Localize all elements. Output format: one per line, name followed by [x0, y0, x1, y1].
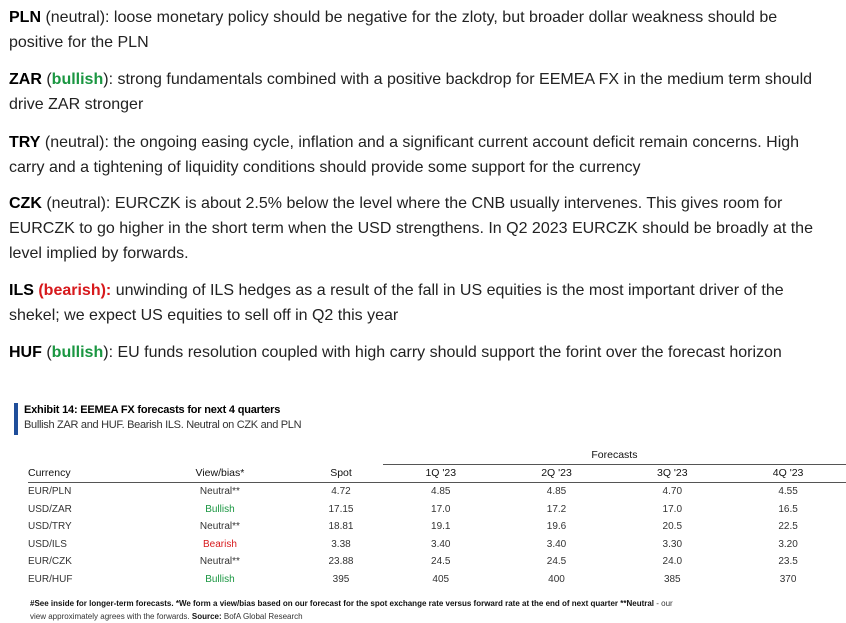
view-cell: Bullish — [205, 573, 235, 585]
q2-cell: 400 — [548, 573, 565, 585]
q3-cell: 3.30 — [662, 538, 683, 550]
q2-cell: 4.85 — [546, 486, 567, 498]
view-cell: Neutral** — [199, 486, 240, 498]
q4-cell: 370 — [779, 573, 797, 585]
q3-cell: 4.70 — [662, 486, 683, 498]
currency-code: ILS — [9, 282, 34, 299]
exhibit-footnote — [30, 597, 690, 623]
q1-cell: 17.0 — [431, 503, 451, 515]
paragraph-pln — [9, 5, 829, 55]
footnote-bold: #See inside for longer-term forecasts. *We form a view/bias based on our forecast for the spot exchange rate versus forward rate at the end of next quarter **Neutral — [30, 599, 655, 608]
paragraph-text: EURCZK is about 2.5% below the level where the CNB usually intervenes. This gives room for EURCZK to go higher in the short term when the USD strengthens. In Q2 2023 EURCZK should be broadly at the level implied by forwards. — [9, 195, 813, 262]
q2-cell: 24.5 — [546, 556, 567, 568]
pair-cell: USD/ILS — [28, 538, 67, 550]
pair-cell: USD/TRY — [28, 521, 72, 533]
paragraph-text: strong fundamentals combined with a positive backdrop for EEMEA FX in the medium term should drive ZAR stronger — [9, 71, 813, 113]
paragraph-ils — [9, 278, 829, 328]
q4-cell: 22.5 — [778, 521, 798, 533]
q1-cell: 405 — [432, 573, 450, 585]
col-header: 4Q '23 — [730, 464, 846, 483]
source-text: BofA Global Research — [221, 612, 303, 621]
paren-close: ): — [100, 195, 111, 212]
paren-open: ( — [41, 344, 52, 361]
q1-cell: 19.1 — [431, 521, 451, 533]
q4-cell: 16.5 — [778, 503, 798, 515]
q2-cell: 19.6 — [546, 521, 567, 533]
spot-cell: 23.88 — [328, 556, 354, 568]
q4-cell: 4.55 — [778, 486, 798, 498]
pair-cell: EUR/CZK — [28, 556, 72, 568]
paragraph-text: the ongoing easing cycle, inflation and a significant current account deficit remain concerns. High carry and a tightening of liquidity conditions should provide some support for the currency — [9, 134, 800, 176]
view-cell: Bearish — [202, 538, 237, 550]
q3-cell: 20.5 — [662, 521, 683, 533]
paren-open: ( — [33, 282, 44, 299]
pair-cell: EUR/PLN — [28, 486, 72, 498]
forecast-table — [28, 446, 846, 588]
col-header: Spot — [299, 464, 383, 483]
q4-cell: 23.5 — [778, 556, 798, 568]
col-header: 3Q '23 — [614, 464, 730, 483]
currency-code: ZAR — [9, 71, 42, 88]
exhibit-subtitle: Bullish ZAR and HUF. Bearish ILS. Neutral on CZK and PLN — [24, 419, 302, 431]
currency-code: HUF — [9, 344, 42, 361]
accent-bar — [14, 403, 18, 435]
table-row — [28, 571, 846, 589]
paren-close: ): — [100, 282, 112, 299]
paren-close: ): — [99, 9, 110, 26]
col-header: View/bias* — [141, 464, 299, 483]
paragraph-text: EU funds resolution coupled with high carry should support the forint over the forecast horizon — [113, 344, 782, 361]
paragraph-text: unwinding of ILS hedges as a result of the fall in US equities is the most important driver of the shekel; we expect US equities to sell off in Q2 this year — [9, 282, 784, 324]
col-header: 2Q '23 — [499, 464, 615, 483]
q2-cell: 17.2 — [546, 503, 567, 515]
paren-close: ): — [99, 134, 109, 151]
paren-open: ( — [40, 134, 51, 151]
q1-cell: 4.85 — [431, 486, 451, 498]
view-cell: Neutral** — [199, 556, 240, 568]
view-cell: Neutral** — [199, 521, 240, 533]
q3-cell: 24.0 — [662, 556, 683, 568]
currency-code: CZK — [9, 195, 42, 212]
pair-cell: EUR/HUF — [28, 573, 73, 585]
source-label: Source: — [191, 612, 222, 621]
paren-close: ): — [103, 71, 114, 88]
currency-code: TRY — [9, 134, 41, 151]
paragraph-try — [9, 130, 829, 180]
q1-cell: 3.40 — [431, 538, 451, 550]
paragraph-czk — [9, 191, 829, 266]
spot-cell: 4.72 — [331, 486, 351, 498]
q3-cell: 17.0 — [662, 503, 683, 515]
view-cell: Bullish — [205, 503, 235, 515]
table-row — [28, 553, 846, 571]
view-label: neutral — [51, 195, 101, 212]
col-header: 1Q '23 — [383, 464, 499, 483]
view-label: neutral — [50, 9, 100, 26]
exhibit-title: Exhibit 14: EEMEA FX forecasts for next 4 quarters — [24, 404, 281, 416]
table-row — [28, 536, 846, 554]
table-row — [28, 483, 846, 501]
spot-cell: 18.81 — [328, 521, 354, 533]
forecasts-header: Forecasts — [383, 446, 846, 464]
paragraph-zar — [9, 67, 829, 117]
footnote-text: - our view approximately agrees with the forwards. — [30, 599, 673, 621]
view-label: bullish — [51, 71, 104, 88]
paragraph-text: loose monetary policy should be negative for the zloty, but broader dollar weakness should be positive for the PLN — [9, 9, 778, 51]
paren-open: ( — [41, 195, 52, 212]
q2-cell: 3.40 — [546, 538, 567, 550]
paren-open: ( — [41, 9, 51, 26]
table-row — [28, 518, 846, 536]
spot-cell: 3.38 — [331, 538, 351, 550]
q3-cell: 385 — [663, 573, 681, 585]
paren-open: ( — [41, 71, 52, 88]
view-label: neutral — [50, 134, 100, 151]
pair-cell: USD/ZAR — [28, 503, 72, 515]
q1-cell: 24.5 — [431, 556, 451, 568]
q4-cell: 3.20 — [778, 538, 798, 550]
paragraph-huf — [9, 340, 829, 365]
currency-code: PLN — [9, 9, 41, 26]
group-header-row — [28, 446, 846, 464]
col-header: Currency — [28, 464, 141, 483]
table-row — [28, 501, 846, 519]
paren-close: ): — [103, 344, 114, 361]
spot-cell: 395 — [332, 573, 350, 585]
view-label: bearish — [43, 282, 101, 299]
column-header-row — [28, 464, 846, 483]
view-label: bullish — [51, 344, 104, 361]
spot-cell: 17.15 — [328, 503, 354, 515]
